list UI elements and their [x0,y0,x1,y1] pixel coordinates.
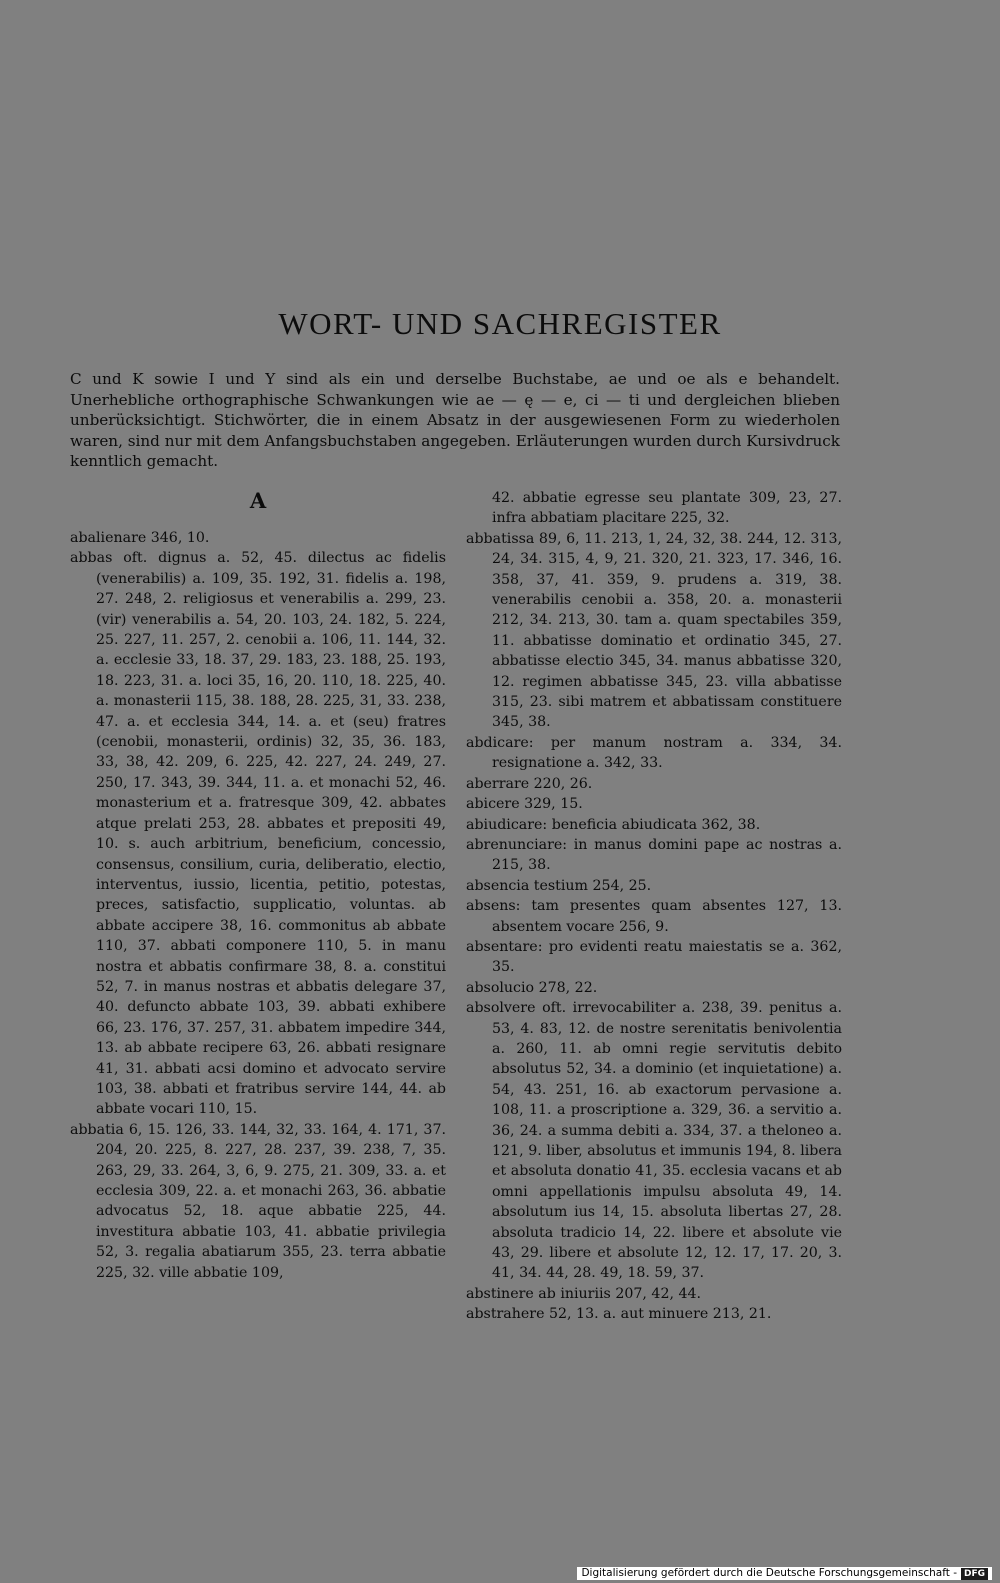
page-title: WORT- UND SACHREGISTER [278,306,722,341]
footer-credit [577,1567,992,1580]
index-entry: absentare: pro evidenti reatu maiestatis se a. 362, 35. [466,938,842,976]
index-entry: abdicare: per manum nostram a. 334, 34. resignatione a. 342, 33. [466,734,842,772]
index-entry: abstinere ab iniuriis 207, 42, 44. [466,1285,702,1302]
dfg-logo: DFG [961,1568,988,1580]
index-entry: absolucio 278, 22. [466,979,598,996]
index-entry: absencia testium 254, 25. [466,877,652,894]
index-entry: abstrahere 52, 13. a. aut minuere 213, 21. [466,1306,772,1323]
index-entry: abalienare 346, 10. [70,530,210,546]
index-entry: absens: tam presentes quam absentes 127, 13. absentem vocare 256, 9. [466,898,842,935]
footer-text: Digitalisierung gefördert durch die Deutsche Forschungsgemeinschaft - [581,1567,957,1579]
index-entry: abrenunciare: in manus domini pape ac nostras a. 215, 38. [466,836,842,874]
index-entry: absolvere oft. irrevocabiliter a. 238, 39. penitus a. 53, 4. 83, 12. de nostre serenitatis benivolentia a. 260, 11. ab omni regie servitutis debito absolutus 52, 34. a dominio (et inquietatione) a. 54, 43. 251, 16. ab exactorum pervasione a. 108, 11. a proscriptione a. 329, 36. a servitio a. 36, 24. a summa debiti a. 334, 37. a theloneo a. 121, 9. liber, absolutus et immunis 194, 8. libera et absoluta donatio 41, 35. ecclesia vacans et ab omni appellationis impulsu absoluta 49, 14. absolutum ius 14, 15. absoluta libertas 27, 28. absoluta tradicio 14, 22. libere et absolute vie 43, 29. libere et absolute 12, 12. 17, 17. 20, 3. 41, 34. 44, 28. 49, 18. 59, 37. [466,1000,842,1282]
right-column [466,488,842,1325]
intro-paragraph: C und K sowie I und Y sind als ein und derselbe Buchstabe, ae und oe als e behandelt. Unerhebliche orthographische Schwankungen wie ae — ę — e, ci — ti und dergleichen blieben unberücksichtigt. Stichwörter, die in einem Absatz in der ausgewiesenen Form zu wiederholen waren, sind nur mit dem Anfangsbuchstaben angegeben. Erläuterungen wurden durch Kursivdruck kenntlich gemacht. [70,370,840,470]
index-entry: abiudicare: beneficia abiudicata 362, 38. [466,816,761,833]
section-letter: A [249,488,267,513]
left-column [70,528,446,1283]
index-entry: abicere 329, 15. [466,796,583,813]
index-entry-continuation: 42. abbatie egresse seu plantate 309, 23, 27. infra abbatiam placitare 225, 32. [492,490,842,527]
index-entry: aberrare 220, 26. [466,775,593,792]
index-entry: abbatia 6, 15. 126, 33. 144, 32, 33. 164, 4. 171, 37. 204, 20. 225, 8. 227, 28. 237, 39. 238, 7, 35. 263, 29, 33. 264, 3, 6, 9. 275, 21. 309, 33. a. et ecclesia 309, 22. a. et monachi 263, 36. abbatie advocatus 52, 18. aque abbatie 225, 44. investitura abbatie 103, 41. abbatie privilegia 52, 3. regalia abatiarum 355, 23. terra abbatie 225, 32. ville abbatie 109, [70,1121,446,1281]
index-entry: abbas oft. dignus a. 52, 45. dilectus ac fidelis (venerabilis) a. 109, 35. 192, 31. fidelis a. 198, 27. 248, 2. religiosus et venerabilis a. 299, 23. (vir) venerabilis a. 54, 20. 103, 24. 182, 5. 224, 25. 227, 11. 257, 2. cenobii a. 106, 11. 144, 32. a. ecclesie 33, 18. 37, 29. 183, 23. 188, 25. 193, 18. 223, 31. a. loci 35, 16, 20. 110, 18. 225, 40. a. monasterii 115, 38. 188, 28. 225, 31, 33. 238, 47. a. et ecclesia 344, 14. a. et (seu) fratres (cenobii, monasterii, ordinis) 32, 35, 36. 183, 33, 38, 42. 209, 6. 225, 42. 227, 24. 249, 27. 250, 17. 343, 39. 344, 11. a. et monachi 52, 46. monasterium et a. fratresque 309, 42. abbates atque prelati 253, 28. abbates et prepositi 49, 10. s. auch arbitrium, beneficium, concessio, consensus, consilium, curia, deliberatio, electio, interventus, iussio, licentia, petitio, potestas, preces, satisfactio, supplicatio, voluntas. ab abbate accipere 38, 16. commonitus ab abbate 110, 37. abbati componere 110, 5. in manu nostra et abbatis confirmare 38, 8. a. constitui 52, 7. in manus nostras et abbatis delegare 37, 40. defuncto abbate 103, 39. abbati exhibere 66, 23. 176, 37. 257, 31. abbatem impedire 344, 13. ab abbate recipere 63, 26. abbati resignare 41, 31. abbati acsi domino et advocato servire 103, 38. abbati et fratribus servire 144, 44. ab abbate vocari 110, 15. [70,550,446,1118]
index-entry: abbatissa 89, 6, 11. 213, 1, 24, 32, 38. 244, 12. 313, 24, 34. 315, 4, 9, 21. 320, 21. 323, 17. 346, 16. 358, 37, 41. 359, 9. prudens a. 319, 38. venerabilis cenobii a. 358, 20. a. monasterii 212, 34. 213, 30. tam a. quam spectabiles 359, 11. abbatisse dominatio et ordinatio 345, 27. abbatisse electio 345, 34. manus abbatisse 320, 12. regimen abbatisse 345, 23. villa abbatisse 315, 23. sibi matrem et abbatissam constituere 345, 38. [466,530,842,731]
